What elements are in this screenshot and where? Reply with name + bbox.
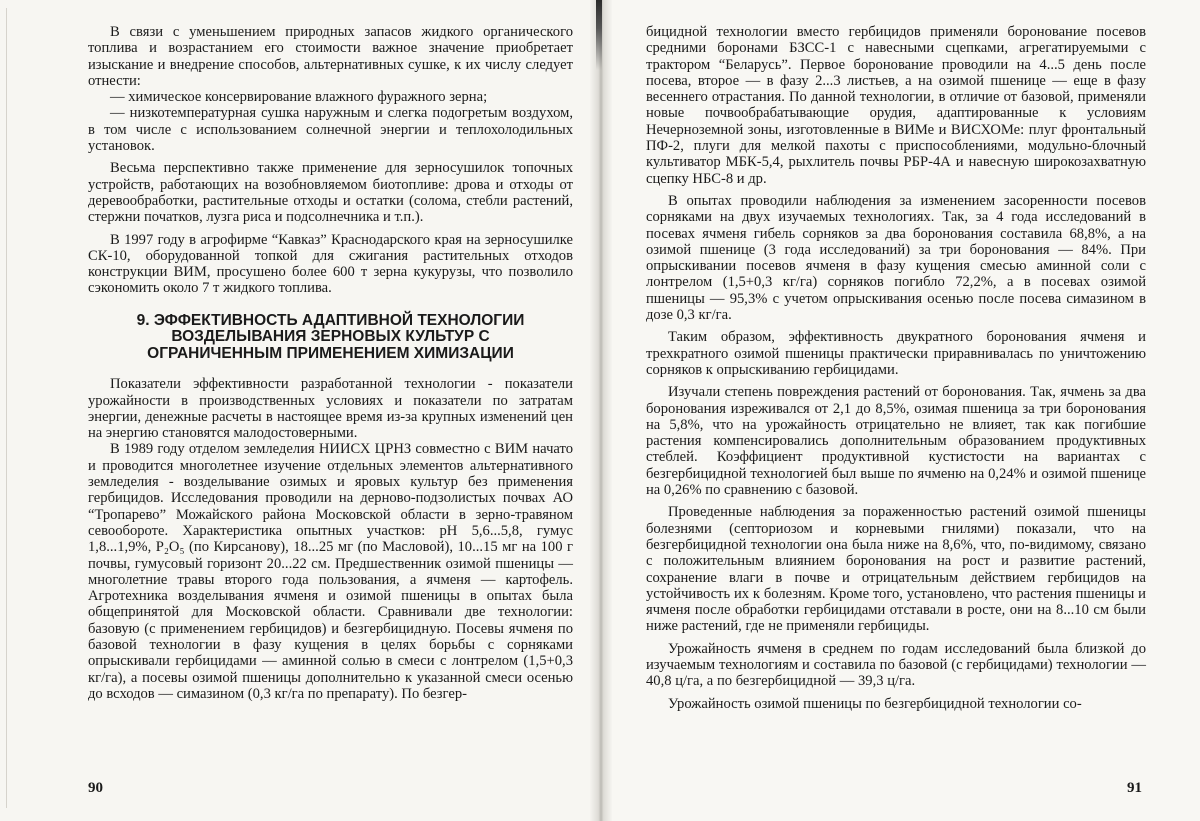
paragraph: — химическое консервирование влажного фуражного зерна; [110, 89, 488, 106]
paragraph: Таким образом, эффективность двукратного боронования ячменя и трехкратного озимой пшеницы практически приравнивалась по уничтожению сорняков к опрыскиванию гербицидами. [646, 329, 1146, 378]
paragraph: бицидной технологии вместо гербицидов применяли боронование посевов средними боронами БЗСС-1 с навесными сцепками, агрегатируемыми с трактором “Беларусь”. Первое боронование проводили на 4...5 день после посева, второе — в фазу 2...3 листьев, а на озимой пшенице — еще в фазу весеннего отрастания. По данной технологии, в отличие от базовой, применяли новые почвообрабатывающие орудия, адаптированные к условиям Нечерноземной зоны, изготовленные в ВИМе и ВИСХОМе: плуг фронтальный ПФ-2, плуги для мелкой пахоты с приспособлениями, модульно-блочный культиватор МБК-5,4, рыхлитель почвы РБР-4А и навесную широкозахватную сцепку НБС-8 и др. [646, 24, 1146, 187]
paragraph: В связи с уменьшением природных запасов жидкого органического топлива и возрастанием его стоимости важное значение приобретает изыскание и внедрение способов, альтернативных сушке, к их числу следует отнести: [88, 24, 573, 89]
page-number: 90 [88, 780, 103, 796]
paragraph: Проведенные наблюдения за пораженностью растений озимой пшеницы болезнями (септориозом и корневыми гнилями) показали, что на безгербицидной технологии она была ниже на 8,6%, что, по-видимому, связано с положительным влиянием боронования на рост и развитие растений, сохранение влаги в почве и отрицательным действием гербицидов на устойчивость их к болезням. Кроме того, установлено, что растения пшеницы и ячменя после обработки гербицидами отставали в росте, они на 8...10 см были ниже растений, где не применяли гербициды. [646, 504, 1146, 635]
book-spine-gutter [590, 0, 612, 821]
paragraph: Урожайность озимой пшеницы по безгербицидной технологии со- [668, 695, 1082, 712]
right-page [600, 0, 1200, 821]
page-edge-shadow [6, 8, 7, 808]
paragraph: В 1989 году отделом земледелия НИИСХ ЦРНЗ совместно с ВИМ начато и проводится многолетнее изучение отдельных элементов альтернативного земледелия - возделывание озимых и яровых культур без применения гербицидов. Исследования проводили на дерново-подзолистых почвах АО “Тропарево” Можайского района Московской области в зерно-травяном севообороте. Характеристика опытных участков: рН 5,6...5,8, гумус 1,8...1,9%, P₂O₅ (по Кирсанову), 18...25 мг (по Масловой), 10...15 мг на 100 г почвы, гумусовый горизонт 20...22 см. Предшественник озимой пшеницы — многолетние травы второго года пользования, а ячменя — картофель. Агротехника возделывания ячменя и озимой пшеницы в опытах была общепринятой для Московской области. Сравнивали две технологии: базовую (с применением гербицидов) и безгербицидную. Посевы ячменя по базовой технологии в фазу кущения в целях борьбы с сорняками опрыскивали гербицидами — аминной солью в смеси с лонтрелом (1,5+0,3 кг/га), а посевы озимой пшеницы дополнительно к указанной смеси осенью до всходов — симазином (0,3 кг/га по препарату). По безгер- [88, 441, 573, 702]
left-text-column [88, 24, 573, 702]
paragraph: — низкотемпературная сушка наружным и слегка подогретым воздухом, в том числе с использованием солнечной энергии и теплохолодильных установок. [88, 105, 573, 155]
paragraph: Изучали степень повреждения растений от боронования. Так, ячмень за два боронования изреживался от 2,1 до 8,5%, озимая пшеница за три боронования на 5,8%, что на урожайность отрицательно не влияет, так как погибшие растения компенсировались дополнительным образованием продуктивных стеблей. Коэффициент продуктивной кустистости на вариантах с безгербицидной технологией был выше по ячменю на 0,24% и озимой пшенице на 0,26% по сравнению с базовой. [646, 384, 1146, 499]
paragraph: Весьма перспективно также применение для зерносушилок топочных устройств, работающих на возобновляемом биотопливе: дрова и отходы от деревообработки, растительные отходы и остатки (солома, стебли растений, стержни початков, лузга риса и подсолнечника и т.п.). [88, 160, 573, 226]
paragraph: Показатели эффективности разработанной технологии - показатели урожайности в производственных условиях и показатели по затратам энергии, денежные расчеты в настоящее время из-за крупных изменений цен на энергию становятся малодостоверными. [88, 376, 573, 442]
paragraph: В опытах проводили наблюдения за изменением засоренности посевов сорняками на двух изучаемых технологиях. Так, за 4 года исследований в посевах ячменя гибель сорняков за два боронования составила 68,8%, а на озимой пшенице (3 года исследований) за три боронования — 84%. При опрыскивании посевов ячменя в фазу кущения смесью аминной соли с лонтрелом (1,5+0,3 кг/га) сорняков погибло 72,2%, а в посевах озимой пшеницы — 95,3% с учетом опрыскивания осенью после посева симазином в дозе 0,3 кг/га. [646, 192, 1146, 324]
page-number: 91 [1127, 780, 1142, 796]
paragraph: В 1997 году в агрофирме “Кавказ” Краснодарского края на зерносушилке СК-10, оборудованной топкой для сжигания растительных отходов конструкции ВИМ, просушено более 600 т зерна кукурузы, что позволило сэкономить около 7 т жидкого топлива. [88, 231, 573, 297]
right-text-column [646, 24, 1146, 712]
binding-shadow [596, 0, 602, 70]
paragraph: Урожайность ячменя в среднем по годам исследований была близкой до изучаемым технологиям и составила по базовой (с гербицидами) технологии — 40,8 ц/га, а по безгербицидной — 39,3 ц/га. [646, 640, 1146, 690]
section-heading: 9. ЭФФЕКТИВНОСТЬ АДАПТИВНОЙ ТЕХНОЛОГИИ ВОЗДЕЛЫВАНИЯ ЗЕРНОВЫХ КУЛЬТУР С ОГРАНИЧЕННЫМ ПРИМЕНЕНИЕМ ХИМИЗАЦИИ [136, 311, 525, 362]
